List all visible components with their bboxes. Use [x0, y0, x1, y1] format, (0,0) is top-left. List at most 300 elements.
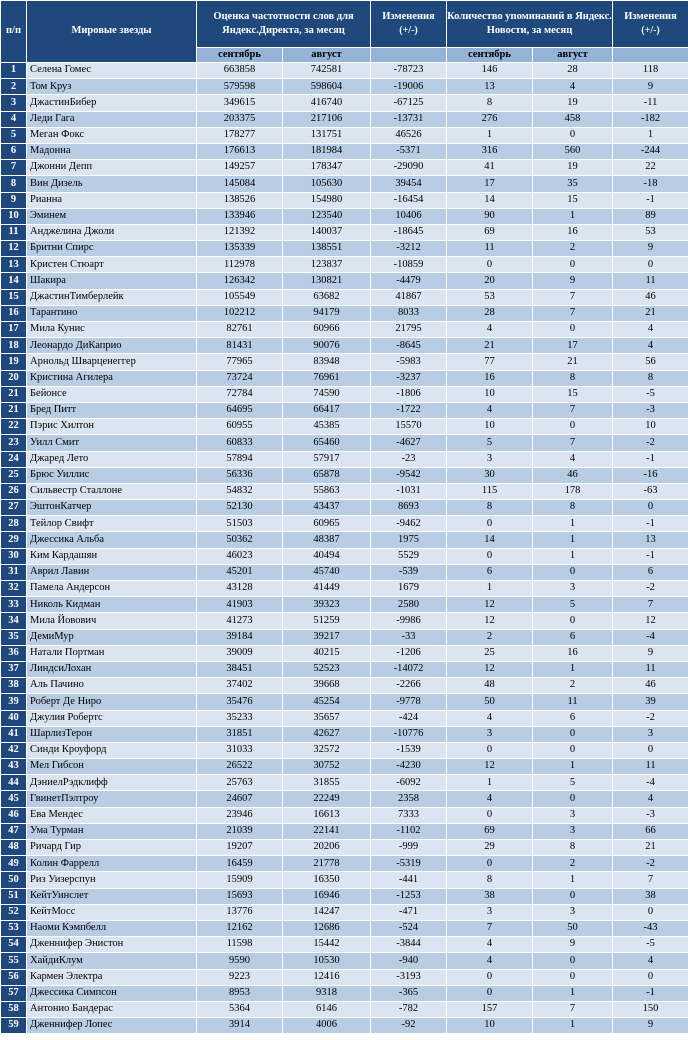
celebrity-name: Сильвестр Сталлоне [27, 483, 197, 499]
direct-september: 105549 [197, 289, 283, 305]
direct-change: 1975 [371, 532, 447, 548]
news-august: 11 [533, 694, 613, 710]
news-august: 1 [533, 208, 613, 224]
news-september: 53 [447, 289, 533, 305]
direct-change: 8693 [371, 500, 447, 516]
direct-change: -78723 [371, 63, 447, 79]
celebrity-name: Тарантино [27, 305, 197, 321]
direct-september: 13776 [197, 904, 283, 920]
news-september: 0 [447, 548, 533, 564]
row-number: 13 [1, 257, 27, 273]
celebrity-name: Синди Кроуфорд [27, 742, 197, 758]
direct-august: 90076 [283, 338, 371, 354]
news-change: 3 [613, 726, 688, 742]
direct-september: 135339 [197, 241, 283, 257]
celebrity-name: Мила Йовович [27, 613, 197, 629]
direct-change: -940 [371, 953, 447, 969]
row-number: 56 [1, 969, 27, 985]
direct-september: 149257 [197, 160, 283, 176]
news-change: 38 [613, 888, 688, 904]
direct-september: 35233 [197, 710, 283, 726]
celebrity-name: Памела Андерсон [27, 581, 197, 597]
news-september: 11 [447, 241, 533, 257]
direct-change: -4230 [371, 759, 447, 775]
direct-change: 21795 [371, 322, 447, 338]
celebrity-name: ДжастинБибер [27, 95, 197, 111]
row-number: 49 [1, 856, 27, 872]
table-row [1, 322, 688, 338]
row-number: 26 [1, 483, 27, 499]
direct-august: 16946 [283, 888, 371, 904]
celebrity-name: Кармен Электра [27, 969, 197, 985]
news-august: 0 [533, 791, 613, 807]
news-change: -1 [613, 192, 688, 208]
news-change: 56 [613, 354, 688, 370]
row-number: 7 [1, 160, 27, 176]
table-row [1, 937, 688, 953]
news-august: 2 [533, 856, 613, 872]
header-change-direct [371, 1, 447, 48]
news-august: 1 [533, 661, 613, 677]
news-change: 0 [613, 742, 688, 758]
celebrity-name: КейтМосс [27, 904, 197, 920]
direct-september: 138526 [197, 192, 283, 208]
news-august: 21 [533, 354, 613, 370]
subheader-september-direct: сентябрь [197, 48, 283, 63]
row-number: 33 [1, 597, 27, 613]
news-september: 41 [447, 160, 533, 176]
news-september: 12 [447, 661, 533, 677]
news-september: 157 [447, 1001, 533, 1017]
table-row [1, 305, 688, 321]
news-august: 2 [533, 678, 613, 694]
news-august: 16 [533, 645, 613, 661]
direct-august: 20206 [283, 840, 371, 856]
news-august: 0 [533, 419, 613, 435]
direct-change: -18645 [371, 224, 447, 240]
direct-august: 742581 [283, 63, 371, 79]
header-number: п/п [1, 1, 27, 63]
table-row [1, 823, 688, 839]
news-september: 8 [447, 872, 533, 888]
row-number: 17 [1, 322, 27, 338]
news-september: 115 [447, 483, 533, 499]
news-change: -5 [613, 937, 688, 953]
table-row [1, 969, 688, 985]
table-row [1, 872, 688, 888]
row-number: 23 [1, 435, 27, 451]
direct-september: 126342 [197, 273, 283, 289]
direct-september: 9223 [197, 969, 283, 985]
direct-september: 60833 [197, 435, 283, 451]
direct-september: 3914 [197, 1018, 283, 1034]
subheader-august-direct: август [283, 48, 371, 63]
direct-september: 39009 [197, 645, 283, 661]
news-august: 0 [533, 127, 613, 143]
table-row [1, 127, 688, 143]
row-number: 50 [1, 872, 27, 888]
news-change: 4 [613, 953, 688, 969]
news-august: 8 [533, 840, 613, 856]
direct-august: 16350 [283, 872, 371, 888]
row-number: 34 [1, 613, 27, 629]
news-august: 458 [533, 111, 613, 127]
direct-change: -999 [371, 840, 447, 856]
direct-august: 105630 [283, 176, 371, 192]
news-august: 3 [533, 807, 613, 823]
table-row [1, 1001, 688, 1017]
direct-change: -1031 [371, 483, 447, 499]
news-change: 21 [613, 305, 688, 321]
table-row [1, 1018, 688, 1034]
news-september: 12 [447, 597, 533, 613]
row-number: 54 [1, 937, 27, 953]
direct-change: -23 [371, 451, 447, 467]
direct-change: -2266 [371, 678, 447, 694]
direct-august: 60966 [283, 322, 371, 338]
direct-september: 56336 [197, 467, 283, 483]
direct-change: -424 [371, 710, 447, 726]
table-row [1, 661, 688, 677]
direct-september: 35476 [197, 694, 283, 710]
row-number: 24 [1, 451, 27, 467]
direct-change: -10776 [371, 726, 447, 742]
row-number: 14 [1, 273, 27, 289]
direct-change: -29090 [371, 160, 447, 176]
direct-september: 73724 [197, 370, 283, 386]
news-august: 8 [533, 500, 613, 516]
table-row [1, 143, 688, 159]
direct-change: 2358 [371, 791, 447, 807]
news-september: 3 [447, 451, 533, 467]
celebrity-name: Ричард Гир [27, 840, 197, 856]
row-number: 46 [1, 807, 27, 823]
news-august: 3 [533, 904, 613, 920]
direct-change: -4479 [371, 273, 447, 289]
celebrity-name: Антонио Бандерас [27, 1001, 197, 1017]
news-august: 46 [533, 467, 613, 483]
table-row [1, 241, 688, 257]
celebrity-name: Эминем [27, 208, 197, 224]
news-change: -1 [613, 985, 688, 1001]
news-change: -182 [613, 111, 688, 127]
direct-august: 154980 [283, 192, 371, 208]
celebrity-name: Мила Кунис [27, 322, 197, 338]
direct-august: 52523 [283, 661, 371, 677]
direct-august: 39668 [283, 678, 371, 694]
direct-change: -5319 [371, 856, 447, 872]
news-august: 6 [533, 629, 613, 645]
table-row [1, 564, 688, 580]
news-august: 5 [533, 775, 613, 791]
news-august: 0 [533, 726, 613, 742]
celebrity-name: Бейонсе [27, 386, 197, 402]
row-number: 31 [1, 564, 27, 580]
direct-september: 102212 [197, 305, 283, 321]
celebrity-name: Дженнифер Лопес [27, 1018, 197, 1034]
celebrity-name: ЛиндсиЛохан [27, 661, 197, 677]
news-september: 0 [447, 969, 533, 985]
news-september: 20 [447, 273, 533, 289]
table-row [1, 111, 688, 127]
table-row [1, 435, 688, 451]
row-number: 22 [1, 419, 27, 435]
row-number: 45 [1, 791, 27, 807]
news-change: -244 [613, 143, 688, 159]
news-september: 16 [447, 370, 533, 386]
news-august: 0 [533, 257, 613, 273]
celebrity-name: Аврил Лавин [27, 564, 197, 580]
direct-september: 77965 [197, 354, 283, 370]
news-change: 46 [613, 678, 688, 694]
row-number: 44 [1, 775, 27, 791]
celebrity-name: Аль Пачино [27, 678, 197, 694]
header-change-direct-label: Изменения [382, 11, 435, 23]
table-row [1, 548, 688, 564]
news-august: 1 [533, 548, 613, 564]
table-row [1, 759, 688, 775]
direct-change: -4627 [371, 435, 447, 451]
news-september: 10 [447, 1018, 533, 1034]
direct-change: 46526 [371, 127, 447, 143]
direct-september: 41903 [197, 597, 283, 613]
news-august: 0 [533, 564, 613, 580]
row-number: 9 [1, 192, 27, 208]
header-change-direct-sub: (+/-) [399, 25, 418, 37]
direct-august: 22141 [283, 823, 371, 839]
direct-august: 4006 [283, 1018, 371, 1034]
direct-september: 21039 [197, 823, 283, 839]
news-september: 0 [447, 856, 533, 872]
direct-change: -1539 [371, 742, 447, 758]
row-number: 21 [1, 402, 27, 418]
table-row [1, 386, 688, 402]
direct-change: -1722 [371, 402, 447, 418]
direct-september: 12162 [197, 920, 283, 936]
direct-september: 16459 [197, 856, 283, 872]
celebrity-name: Джаред Лето [27, 451, 197, 467]
direct-august: 94179 [283, 305, 371, 321]
news-change: -43 [613, 920, 688, 936]
news-august: 7 [533, 305, 613, 321]
direct-september: 178277 [197, 127, 283, 143]
celebrity-name: Бред Питт [27, 402, 197, 418]
news-august: 19 [533, 160, 613, 176]
table-row [1, 289, 688, 305]
table-row [1, 694, 688, 710]
direct-august: 45740 [283, 564, 371, 580]
row-number: 29 [1, 532, 27, 548]
direct-august: 65460 [283, 435, 371, 451]
celebrity-name: Ума Турман [27, 823, 197, 839]
direct-september: 11598 [197, 937, 283, 953]
row-number: 55 [1, 953, 27, 969]
direct-august: 76961 [283, 370, 371, 386]
row-number: 52 [1, 904, 27, 920]
direct-change: 15570 [371, 419, 447, 435]
news-september: 69 [447, 224, 533, 240]
table-row [1, 224, 688, 240]
news-change: 4 [613, 338, 688, 354]
news-september: 77 [447, 354, 533, 370]
row-number: 25 [1, 467, 27, 483]
news-change: 53 [613, 224, 688, 240]
table-row [1, 419, 688, 435]
table-row [1, 629, 688, 645]
news-august: 178 [533, 483, 613, 499]
row-number: 32 [1, 581, 27, 597]
news-september: 6 [447, 564, 533, 580]
table-row [1, 79, 688, 95]
news-change: 8 [613, 370, 688, 386]
direct-change: -67125 [371, 95, 447, 111]
direct-september: 45201 [197, 564, 283, 580]
news-change: 7 [613, 597, 688, 613]
news-change: 9 [613, 79, 688, 95]
direct-september: 15693 [197, 888, 283, 904]
row-number: 12 [1, 241, 27, 257]
table-row [1, 726, 688, 742]
news-change: 11 [613, 661, 688, 677]
direct-change: 5529 [371, 548, 447, 564]
news-change: 11 [613, 273, 688, 289]
news-change: 118 [613, 63, 688, 79]
direct-august: 181984 [283, 143, 371, 159]
direct-august: 15442 [283, 937, 371, 953]
celebrity-name: ЭштонКатчер [27, 500, 197, 516]
table-row [1, 856, 688, 872]
news-change: -3 [613, 807, 688, 823]
row-number: 38 [1, 678, 27, 694]
direct-september: 133946 [197, 208, 283, 224]
direct-august: 41449 [283, 581, 371, 597]
direct-august: 14247 [283, 904, 371, 920]
row-number: 47 [1, 823, 27, 839]
table-row [1, 791, 688, 807]
news-change: 4 [613, 791, 688, 807]
news-august: 1 [533, 516, 613, 532]
news-change: -2 [613, 710, 688, 726]
row-number: 42 [1, 742, 27, 758]
news-august: 9 [533, 273, 613, 289]
news-august: 0 [533, 322, 613, 338]
direct-august: 74590 [283, 386, 371, 402]
news-august: 17 [533, 338, 613, 354]
celebrity-name: Ева Мендес [27, 807, 197, 823]
table-row [1, 710, 688, 726]
news-september: 28 [447, 305, 533, 321]
table-row [1, 176, 688, 192]
celebrity-name: ГвинетПэлтроу [27, 791, 197, 807]
direct-august: 217106 [283, 111, 371, 127]
news-change: 10 [613, 419, 688, 435]
direct-change: -539 [371, 564, 447, 580]
direct-change: 41867 [371, 289, 447, 305]
table-row [1, 532, 688, 548]
direct-august: 51259 [283, 613, 371, 629]
news-august: 15 [533, 192, 613, 208]
direct-august: 138551 [283, 241, 371, 257]
direct-september: 579598 [197, 79, 283, 95]
news-change: 46 [613, 289, 688, 305]
row-number: 40 [1, 710, 27, 726]
row-number: 57 [1, 985, 27, 1001]
news-change: -18 [613, 176, 688, 192]
table-row [1, 597, 688, 613]
row-number: 37 [1, 661, 27, 677]
row-number: 48 [1, 840, 27, 856]
news-september: 38 [447, 888, 533, 904]
news-august: 2 [533, 241, 613, 257]
row-number: 8 [1, 176, 27, 192]
direct-september: 39184 [197, 629, 283, 645]
celebrity-name: Роберт Де Ниро [27, 694, 197, 710]
news-change: 0 [613, 257, 688, 273]
direct-september: 50362 [197, 532, 283, 548]
direct-september: 663858 [197, 63, 283, 79]
news-september: 30 [447, 467, 533, 483]
table-row [1, 95, 688, 111]
news-august: 0 [533, 953, 613, 969]
news-change: 13 [613, 532, 688, 548]
direct-september: 46023 [197, 548, 283, 564]
row-number: 21 [1, 386, 27, 402]
direct-august: 35657 [283, 710, 371, 726]
direct-august: 130821 [283, 273, 371, 289]
direct-september: 24607 [197, 791, 283, 807]
news-august: 3 [533, 823, 613, 839]
direct-change: 7333 [371, 807, 447, 823]
news-september: 276 [447, 111, 533, 127]
celebrity-name: Джессика Симпсон [27, 985, 197, 1001]
direct-august: 40494 [283, 548, 371, 564]
news-august: 15 [533, 386, 613, 402]
direct-change: 2580 [371, 597, 447, 613]
news-september: 12 [447, 759, 533, 775]
news-change: 150 [613, 1001, 688, 1017]
direct-change: -1253 [371, 888, 447, 904]
row-number: 2 [1, 79, 27, 95]
celebrity-name: Меган Фокс [27, 127, 197, 143]
table-row [1, 904, 688, 920]
direct-september: 23946 [197, 807, 283, 823]
table-row [1, 742, 688, 758]
news-change: -1 [613, 548, 688, 564]
news-august: 7 [533, 289, 613, 305]
news-august: 4 [533, 79, 613, 95]
celebrity-name: Ким Кардашян [27, 548, 197, 564]
table-row [1, 208, 688, 224]
news-change: -1 [613, 516, 688, 532]
news-september: 1 [447, 581, 533, 597]
table-row [1, 678, 688, 694]
row-number: 6 [1, 143, 27, 159]
direct-change: -5371 [371, 143, 447, 159]
direct-august: 16613 [283, 807, 371, 823]
news-september: 21 [447, 338, 533, 354]
news-september: 0 [447, 985, 533, 1001]
news-september: 316 [447, 143, 533, 159]
table-row [1, 920, 688, 936]
celebrity-name: Селена Гомес [27, 63, 197, 79]
celebrity-name: Натали Портман [27, 645, 197, 661]
header-change-news-sub: (+/-) [641, 25, 660, 37]
news-change: 0 [613, 969, 688, 985]
direct-change: 8033 [371, 305, 447, 321]
direct-change: -6092 [371, 775, 447, 791]
news-change: 4 [613, 322, 688, 338]
row-number: 28 [1, 516, 27, 532]
